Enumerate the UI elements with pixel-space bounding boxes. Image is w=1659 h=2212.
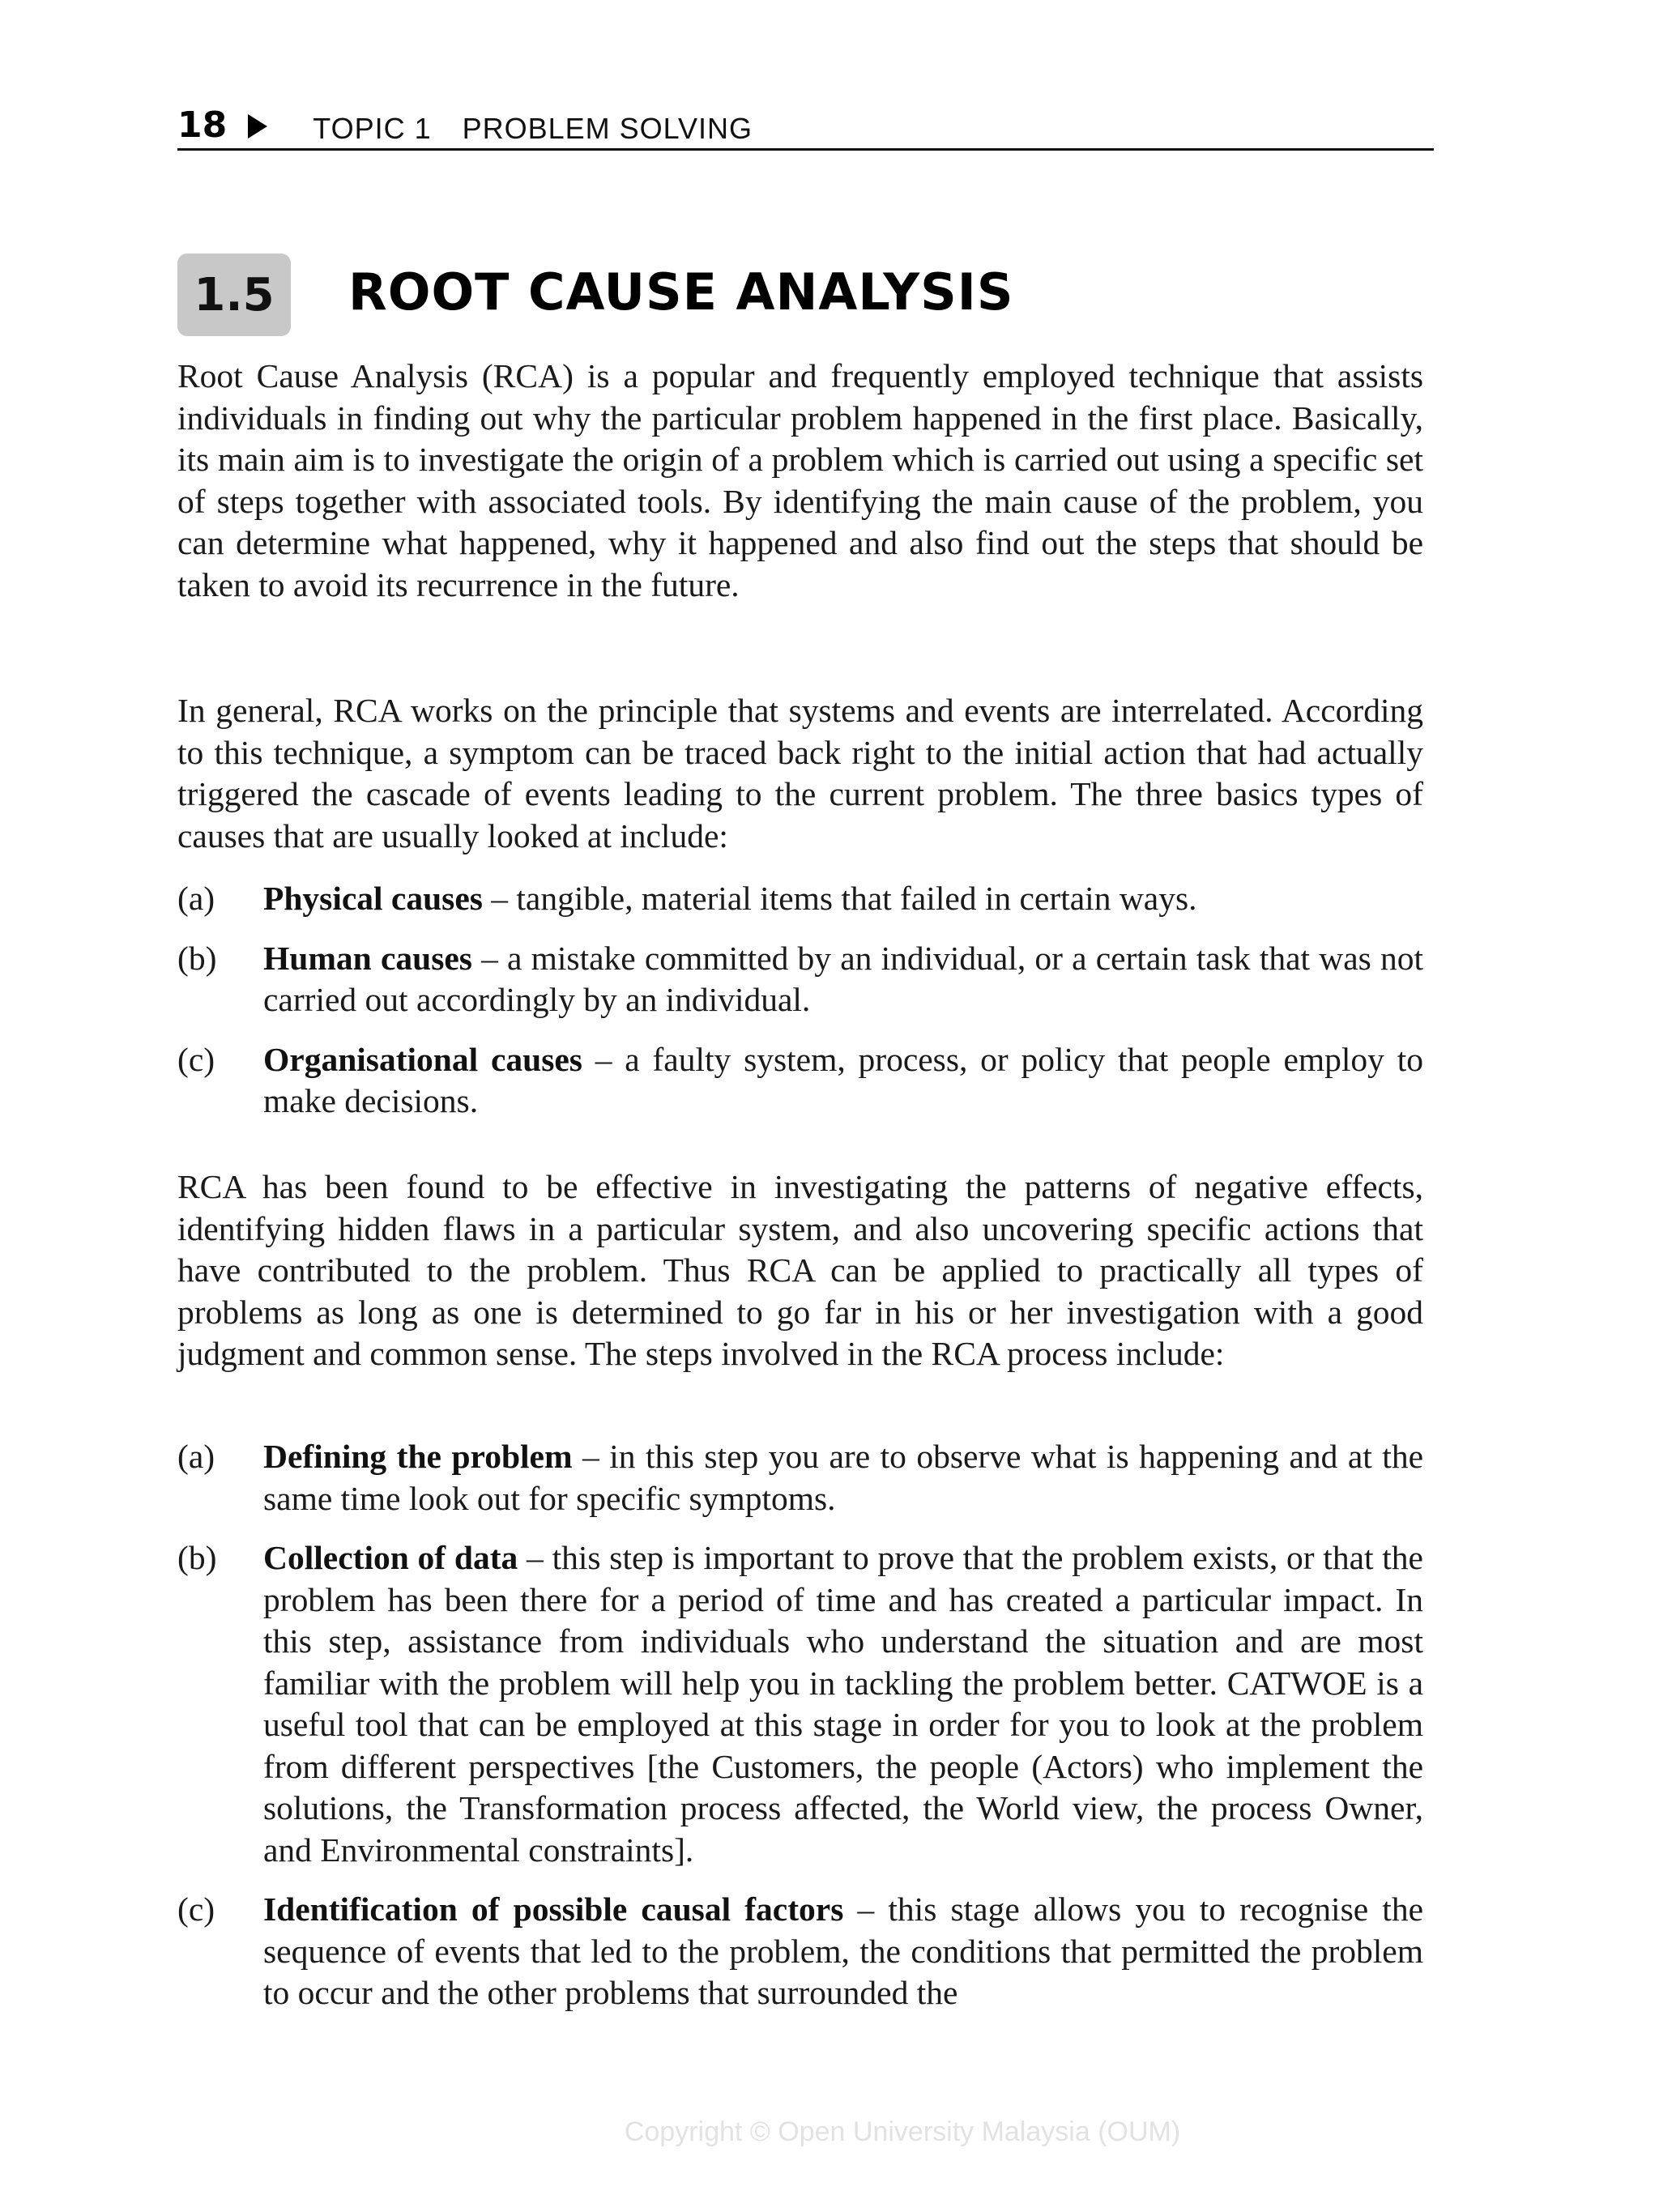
- list-marker: (a): [177, 1438, 215, 1475]
- term-physical-causes: Physical causes: [263, 880, 483, 917]
- list-item-text: – this stage allows you to recognise the sequence of events that led to the problem, the conditions that permitted the problem to occur and the other problems that surrounded the: [263, 1890, 1423, 2011]
- list-marker: (a): [177, 880, 215, 917]
- running-header: [177, 105, 1434, 151]
- list-item: [177, 1436, 1423, 1519]
- intro-paragraph: Root Cause Analysis (RCA) is a popular and frequently employed technique that assists individuals in finding out why the particular problem happened in the first place. Basically, its main aim is to investigate the origin of a problem which is carried out using a specific set of steps together with associated tools. By identifying the main cause of the problem, you can determine what happened, why it happened and also find out the steps that should be taken to avoid its recurrence in the future.: [177, 357, 1423, 603]
- section-number-badge: 1.5: [177, 254, 291, 336]
- cause-types-list: [177, 878, 1423, 1140]
- list-item-text: – in this step you are to observe what is happening and at the same time look out for specific symptoms.: [263, 1438, 1423, 1517]
- list-item: [177, 1039, 1423, 1123]
- term-defining-the-problem: Defining the problem: [263, 1438, 573, 1475]
- list-marker: (c): [177, 1890, 215, 1928]
- term-identification-of-causal-factors: Identification of possible causal factors: [263, 1890, 844, 1928]
- topic-title: PROBLEM SOLVING: [462, 112, 753, 145]
- right-arrow-icon: [248, 114, 267, 139]
- list-item: [177, 1889, 1423, 2014]
- page-number: 18: [177, 104, 228, 146]
- list-marker: (b): [177, 939, 217, 977]
- list-item-text: – a mistake committed by an individual, or a certain task that was not carried out accordingly by an individual.: [263, 939, 1424, 1018]
- list-item-text: – this step is important to prove that the problem exists, or that the problem has been there for a period of time and has created a particular impact. In this step, assistance from individuals who understand the situation and are most familiar with the problem will help you in tackling the problem better. CATWOE is a useful tool that can be employed at this stage in order for you to look at the problem from different perspectives [the Customers, the people (Actors) who implement the solutions, the Transformation process affected, the World view, the process Owner, and Environmental constraints].: [263, 1539, 1423, 1869]
- list-item: [177, 878, 1423, 920]
- term-organisational-causes: Organisational causes: [263, 1040, 582, 1078]
- term-collection-of-data: Collection of data: [263, 1539, 518, 1576]
- principle-paragraph: In general, RCA works on the principle that systems and events are interrelated. According to this technique, a symptom can be traced back right to the initial action that had actually triggered the cascade of events leading to the current problem. The three basics types of causes that are usually looked at include:: [177, 692, 1423, 855]
- rca-steps-list: [177, 1436, 1423, 2032]
- section-title: ROOT CAUSE ANALYSIS: [348, 262, 1014, 322]
- topic-label: TOPIC 1: [313, 112, 432, 145]
- list-marker: (c): [177, 1040, 215, 1078]
- list-marker: (b): [177, 1539, 217, 1576]
- list-item: [177, 938, 1423, 1021]
- list-item-text: – tangible, material items that failed in certain ways.: [482, 880, 1197, 917]
- term-human-causes: Human causes: [263, 939, 472, 977]
- effectiveness-paragraph: RCA has been found to be effective in investigating the patterns of negative effects, identifying hidden flaws in a particular system, and also uncovering specific actions that have contributed to the problem. Thus RCA can be applied to practically all types of problems as long as one is determined to go far in his or her investigation with a good judgment and common sense. The steps involved in the RCA process include:: [177, 1168, 1423, 1372]
- list-item-text: – a faulty system, process, or policy that people employ to make decisions.: [263, 1040, 1423, 1119]
- list-item: [177, 1537, 1423, 1871]
- copyright-notice: Copyright © Open University Malaysia (OUM): [624, 2116, 1181, 2147]
